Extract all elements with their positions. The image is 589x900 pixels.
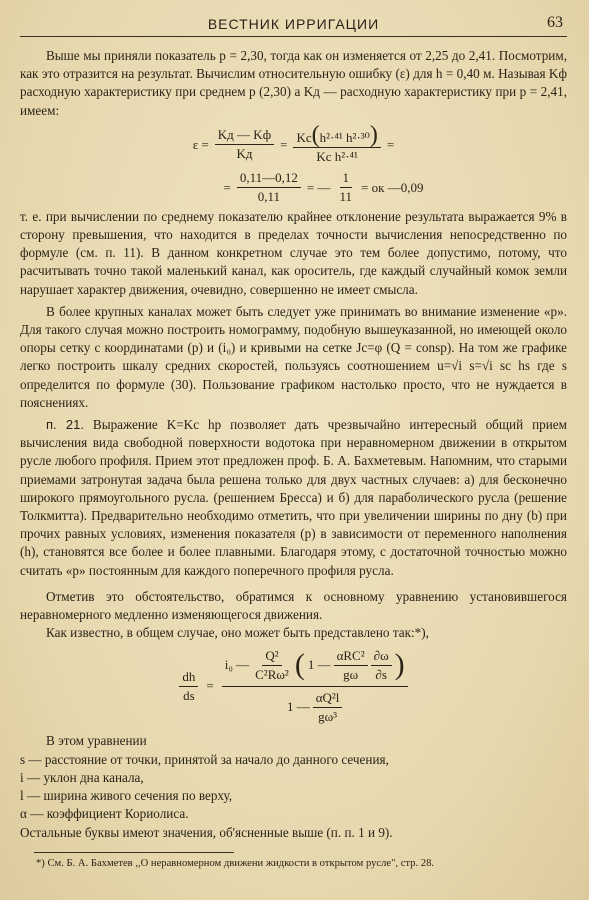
formula1-equals: =: [280, 136, 288, 152]
formula2-num-a: 0,11—0,12: [237, 170, 301, 188]
formula3-main-den: [284, 687, 345, 725]
formula3-paren-b: [334, 648, 368, 683]
formula3-bottom-b-num: αQ²l: [313, 690, 343, 708]
formula3-top-q-den: C²Rω²: [255, 666, 289, 682]
formula3-paren-c: [371, 648, 392, 683]
formula1-num-b-inner: h²·⁴¹ h²·³⁰: [319, 129, 370, 145]
page-header: [20, 12, 567, 34]
paragraph-general-case: Как известно, в общем случае, оно может быть представлено так:*),: [46, 625, 429, 641]
formula2-num-b: 1: [340, 170, 353, 188]
header-rule: [20, 36, 567, 37]
formula3-bottom-b-den: gω³: [318, 708, 338, 724]
formula1-den-a: Kд: [236, 146, 253, 162]
section-label: п. 21.: [46, 417, 84, 433]
formula2-equals-0: =: [223, 179, 231, 195]
section-21-text: Выражение K=Kc hp позволяет дать чрезвычайно интересный общий прием вычисления вида свободной поверхности водотока при неравномерном движении в открытом русле любого профиля. Прием этот предложен проф. Б. А. Бахметевым. Напомним, что старыми приемами затронутая задача была решена только для двух частных случаев: а) для бесконечно широкого прямоугольного русла. (решением Бресса) и б) для параболического русла (решение Толкмитта). Предварительно необходимо отметить, что при увеличении ширины по дну (b) при прочих равных условиях, изменения показателя (p) в зависимости от переменного наполнения (h), становятся все более и более плавными. Благодаря этому, с достаточной точностью можно считать «p» постоянным для каждого поперечного профиля русла.: [20, 417, 567, 578]
formula3-lhs-num: dh: [179, 669, 198, 687]
formula3-paren-c-den: ∂s: [375, 666, 387, 682]
formula3-lhs: [179, 669, 198, 704]
page-number: 63: [547, 14, 563, 31]
footnote: *) См. Б. А. Бахметев ,,О неравномерном движени жидкости в открытом русле", стр. 28.: [36, 857, 435, 869]
formula3-bottom-a: 1 —: [286, 699, 310, 715]
formula1-num-b: Kс(h²·⁴¹ h²·³⁰): [293, 125, 380, 148]
paragraph-error-intro: Выше мы приняли показатель p = 2,30, тогда как он изменяется от 2,25 до 2,41. Посмотрим, как это отразится на результат. Вычислим относительную ошибку (ε) для h = 0,40 м. Называя Kф расходную характеристику при среднем p (2,30) а Kд — расходную характеристику при p = 2,41, имеем:: [20, 48, 567, 118]
formula1-fraction-a: [215, 127, 274, 162]
formula3-top-q: [252, 648, 292, 683]
journal-title: ВЕСТНИК ИРРИГАЦИИ: [207, 16, 380, 32]
formula1-equals-2: =: [386, 136, 395, 152]
formula2-den-b: 11: [339, 189, 353, 205]
formula3-lhs-den: ds: [183, 687, 195, 703]
list-intro: В этом уравнении: [46, 733, 147, 749]
paragraph-remaining-symbols: Остальные буквы имеют значения, об'ясненные выше (п. п. 1 и 9).: [20, 824, 393, 840]
formula2-den-a: 0,11: [257, 189, 281, 205]
definition-item: i — уклон дна канала,: [20, 769, 144, 785]
formula2-result: = ок —0,09: [361, 179, 424, 195]
formula2-equals: = —: [306, 179, 331, 195]
formula1-num-b-prefix: Kс: [296, 129, 312, 145]
formula1-num-a: Kд — Kф: [215, 127, 274, 145]
formula3-paren-c-num: ∂ω: [371, 648, 392, 666]
formula-numeric-error: [80, 168, 567, 208]
paragraph-nomogram: В более крупных каналах может быть следует уже принимать во внимание изменение «p». Для такого случая можно построить номограмму, подобную вышеуказанной, но имеющей около опоры сетку с координатами (p) и (i₀) и кривыми на сетке Jc=φ (Q = consp). На том же графике легко построить шкалу средних скоростей, пользуясь соотношением u=√i s=√i sc hs где s определится по формуле (30). Пользование графиком настолько просто, что не нуждается в пояснениях.: [20, 303, 567, 410]
formula1-fraction-b: [293, 121, 380, 165]
paragraph-basic-equation: Отметив это обстоятельство, обратимся к основному уравнению установившегося неравномерного медленно изменяющегося движения.: [20, 588, 567, 623]
formula2-fraction-a: [237, 170, 301, 205]
formula3-paren-b-num: αRC²: [334, 648, 368, 666]
formula-nonuniform-flow: [20, 644, 567, 728]
formula3-paren-a: 1 —: [307, 657, 331, 673]
formula3-main-fraction: [222, 648, 408, 725]
definition-item: s — расстояние от точки, принятой за начало до данного сечения,: [20, 751, 389, 767]
footnote-rule: [34, 852, 234, 853]
formula1-den-b: Kс h²·⁴¹: [316, 148, 358, 164]
formula3-paren-b-den: gω: [343, 666, 359, 682]
definitions-list: [20, 732, 567, 841]
formula3-top-a: i₀ —: [224, 657, 250, 673]
formula3-top-q-num: Q²: [262, 648, 281, 666]
formula3-bottom-b: [313, 690, 343, 725]
paragraph-section-21: [20, 416, 567, 580]
definition-item: α — коэффициент Кориолиса.: [20, 806, 189, 822]
formula2-fraction-b: [337, 170, 356, 205]
formula-relative-error: [20, 122, 567, 168]
paragraph-deviation: т. е. при вычислении по среднему показателю крайнее отклонение результата выражается 9% в сторону превышения, что находится в пределах точности вычисления непосредственно по формуле (см. п. 11). В данном конкретном случае это тем более допустимо, потому, что расчитывать точно такой маленький канал, как ороситель, где каждый случайный комок земли нарушает характер движения, очевидно, совершенно не имеет смысла.: [20, 208, 567, 297]
formula3-equals: =: [206, 678, 214, 694]
definition-item: l — ширина живого сечения по верху,: [20, 788, 233, 804]
formula3-main-num: i₀ — $\frac{\text{Q²}}{\text{C²Rω²}}$ ( 1 — $\frac{\text{αRC²}}{g\omega}$ $\frac{\partial\omega}{\partial s}$ ): [222, 648, 408, 687]
formula1-lhs: ε =: [192, 136, 209, 152]
